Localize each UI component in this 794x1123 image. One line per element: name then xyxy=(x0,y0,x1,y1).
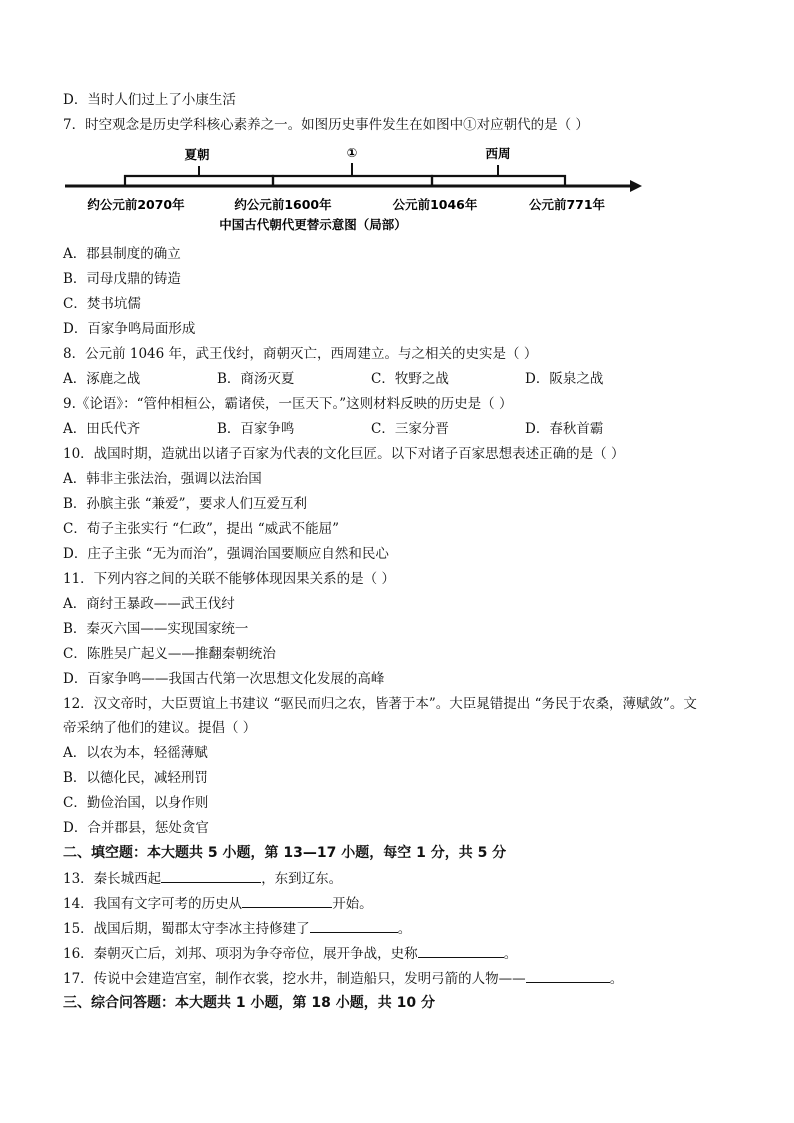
timeline-arrow-head xyxy=(630,180,642,192)
q11-option-c: C．陈胜吴广起义——推翻秦朝统治 xyxy=(63,646,276,662)
q7-stem: 7．时空观念是历史学科核心素养之一。如图历史事件发生在如图中①对应朝代的是（ ） xyxy=(63,117,589,133)
section-2-heading: 二、填空题：本大题共 5 小题，第 13—17 小题，每空 1 分，共 5 分 xyxy=(63,845,507,861)
q10-option-d: D．庄子主张 “无为而治”，强调治国要顺应自然和民心 xyxy=(63,546,389,562)
q6-option-d: D．当时人们过上了小康生活 xyxy=(63,92,236,108)
q16-text-after: 。 xyxy=(503,946,518,962)
q8-stem: 8．公元前 1046 年，武王伐纣，商朝灭亡，西周建立。与之相关的史实是（ ） xyxy=(63,346,538,362)
q11-stem: 11．下列内容之间的关联不能够体现因果关系的是（ ） xyxy=(63,571,395,587)
q11-option-b: B．秦灭六国——实现国家统一 xyxy=(63,621,249,637)
q15-answer-blank[interactable] xyxy=(310,919,398,933)
q14-text-after: 开始。 xyxy=(332,896,373,912)
q15-text-before: 15．战国后期，蜀郡太守李冰主持修建了 xyxy=(63,921,310,937)
dynasty-timeline-figure xyxy=(0,137,794,237)
q14-text-before: 14．我国有文字可考的历史从 xyxy=(63,896,243,912)
q17-answer-blank[interactable] xyxy=(526,969,610,983)
q15 xyxy=(63,919,411,938)
label-xizhou: 西周 xyxy=(485,146,511,161)
q16-text-before: 16．秦朝灭亡后，刘邦、项羽为争夺帝位，展开争战，史称 xyxy=(63,946,418,962)
q12-option-c: C．勤俭治国，以身作则 xyxy=(63,795,209,811)
q9-option-c: C．三家分晋 xyxy=(371,421,449,437)
date-1600bc: 约公元前1600年 xyxy=(234,197,332,212)
q11-option-d: D．百家争鸣——我国古代第一次思想文化发展的高峰 xyxy=(63,671,385,687)
q9-option-a: A．田氏代齐 xyxy=(63,421,141,437)
q8-option-c: C．牧野之战 xyxy=(371,371,449,387)
date-1046bc: 公元前1046年 xyxy=(392,197,478,212)
q7-option-d: D．百家争鸣局面形成 xyxy=(63,321,196,337)
q13-text-before: 13．秦长城西起 xyxy=(63,871,162,887)
q15-text-after: 。 xyxy=(397,921,412,937)
q13-text-after: ，东到辽东。 xyxy=(261,871,343,887)
q17-text-before: 17．传说中会建造宫室，制作衣裳，挖水井，制造船只，发明弓箭的人物—— xyxy=(63,971,526,987)
q12-stem-line2: 帝采纳了他们的建议。提倡（ ） xyxy=(63,720,257,736)
label-xia: 夏朝 xyxy=(184,147,210,162)
q12-option-a: A．以农为本，轻徭薄赋 xyxy=(63,745,208,761)
q14 xyxy=(63,894,373,913)
q10-option-c: C．荀子主张实行 “仁政”，提出 “威武不能屈” xyxy=(63,521,340,537)
q9-option-b: B．百家争鸣 xyxy=(217,421,295,437)
q17 xyxy=(63,969,623,988)
q7-option-a: A．郡县制度的确立 xyxy=(63,246,181,262)
q12-option-b: B．以德化民，减轻刑罚 xyxy=(63,770,208,786)
q8-option-b: B．商汤灭夏 xyxy=(217,371,295,387)
q8-option-d: D．阪泉之战 xyxy=(525,371,604,387)
q12-option-d: D．合并郡县，惩处贪官 xyxy=(63,820,209,836)
q11-option-a: A．商纣王暴政——武王伐纣 xyxy=(63,596,235,612)
q10-stem: 10．战国时期，造就出以诸子百家为代表的文化巨匠。以下对诸子百家思想表述正确的是（ ） xyxy=(63,446,625,462)
q16 xyxy=(63,944,517,963)
q7-option-b: B．司母戊鼎的铸造 xyxy=(63,271,181,287)
q7-option-c: C．焚书坑儒 xyxy=(63,296,141,312)
q8-option-a: A．涿鹿之战 xyxy=(63,371,141,387)
q16-answer-blank[interactable] xyxy=(418,944,504,958)
q9-stem: 9.《论语》：“管仲相桓公，霸诸侯，一匡天下。”这则材料反映的历史是（ ） xyxy=(63,396,513,412)
q14-answer-blank[interactable] xyxy=(242,894,332,908)
q10-option-b: B．孙膑主张 “兼爱”，要求人们互爱互利 xyxy=(63,496,308,512)
q13-answer-blank[interactable] xyxy=(161,869,261,883)
q10-option-a: A．韩非主张法治，强调以法治国 xyxy=(63,471,262,487)
q17-text-after: 。 xyxy=(609,971,624,987)
date-2070bc: 约公元前2070年 xyxy=(87,197,185,212)
q12-stem-line1: 12．汉文帝时，大臣贾谊上书建议 “驱民而归之农，皆著于本”。大臣晁错提出 “务民于农桑，薄赋敛”。文 xyxy=(63,696,697,712)
q13 xyxy=(63,869,342,888)
timeline-caption: 中国古代朝代更替示意图（局部） xyxy=(219,217,407,232)
label-dynasty-1: ① xyxy=(346,145,358,160)
section-3-heading: 三、综合问答题：本大题共 1 小题，第 18 小题，共 10 分 xyxy=(63,995,435,1011)
q9-option-d: D．春秋首霸 xyxy=(525,421,604,437)
date-771bc: 公元前771年 xyxy=(528,197,606,212)
